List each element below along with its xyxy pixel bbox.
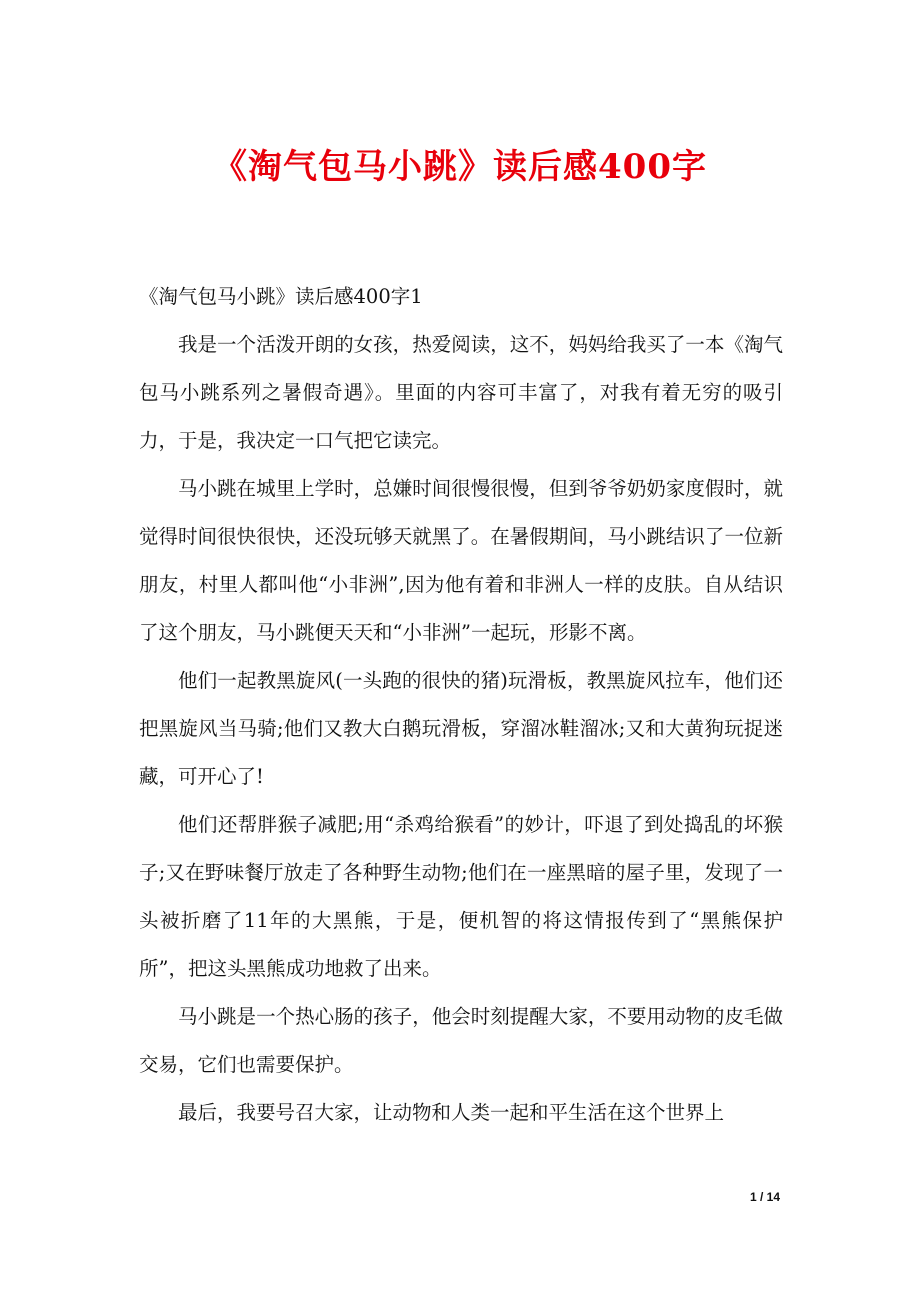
section-subtitle: 《淘气包马小跳》读后感400字1 (139, 285, 423, 308)
paragraph: 马小跳在城里上学时，总嫌时间很慢很慢，但到爷爷奶奶家度假时，就觉得时间很快很快，还没玩够天就黑了。在暑假期间，马小跳结识了一位新朋友，村里人都叫他“小非洲”,因为他有着和非洲人一样的皮肤。自从结识了这个朋友，马小跳便天天和“小非洲”一起玩，形影不离。 (139, 477, 783, 644)
document-title: 《淘气包马小跳》读后感400字 (213, 147, 707, 187)
paragraph: 马小跳是一个热心肠的孩子，他会时刻提醒大家，不要用动物的皮毛做交易，它们也需要保护。 (139, 1005, 783, 1076)
paragraph: 最后，我要号召大家，让动物和人类一起和平生活在这个世界上 (178, 1101, 725, 1124)
page-number: 1 / 14 (749, 1190, 780, 1204)
document-body (139, 273, 783, 1137)
paragraph: 他们一起教黑旋风(一头跑的很快的猪)玩滑板，教黑旋风拉车，他们还把黑旋风当马骑;他们又教大白鹅玩滑板，穿溜冰鞋溜冰;又和大黄狗玩捉迷藏，可开心了! (139, 669, 783, 788)
paragraph: 他们还帮胖猴子减肥;用“杀鸡给猴看”的妙计，吓退了到处捣乱的坏猴子;又在野味餐厅放走了各种野生动物;他们在一座黑暗的屋子里，发现了一头被折磨了11年的大黑熊，于是，便机智的将这情报传到了“黑熊保护所”，把这头黑熊成功地救了出来。 (139, 813, 783, 980)
paragraph: 我是一个活泼开朗的女孩，热爱阅读，这不，妈妈给我买了一本《淘气包马小跳系列之暑假奇遇》。里面的内容可丰富了，对我有着无穷的吸引力，于是，我决定一口气把它读完。 (139, 333, 783, 452)
